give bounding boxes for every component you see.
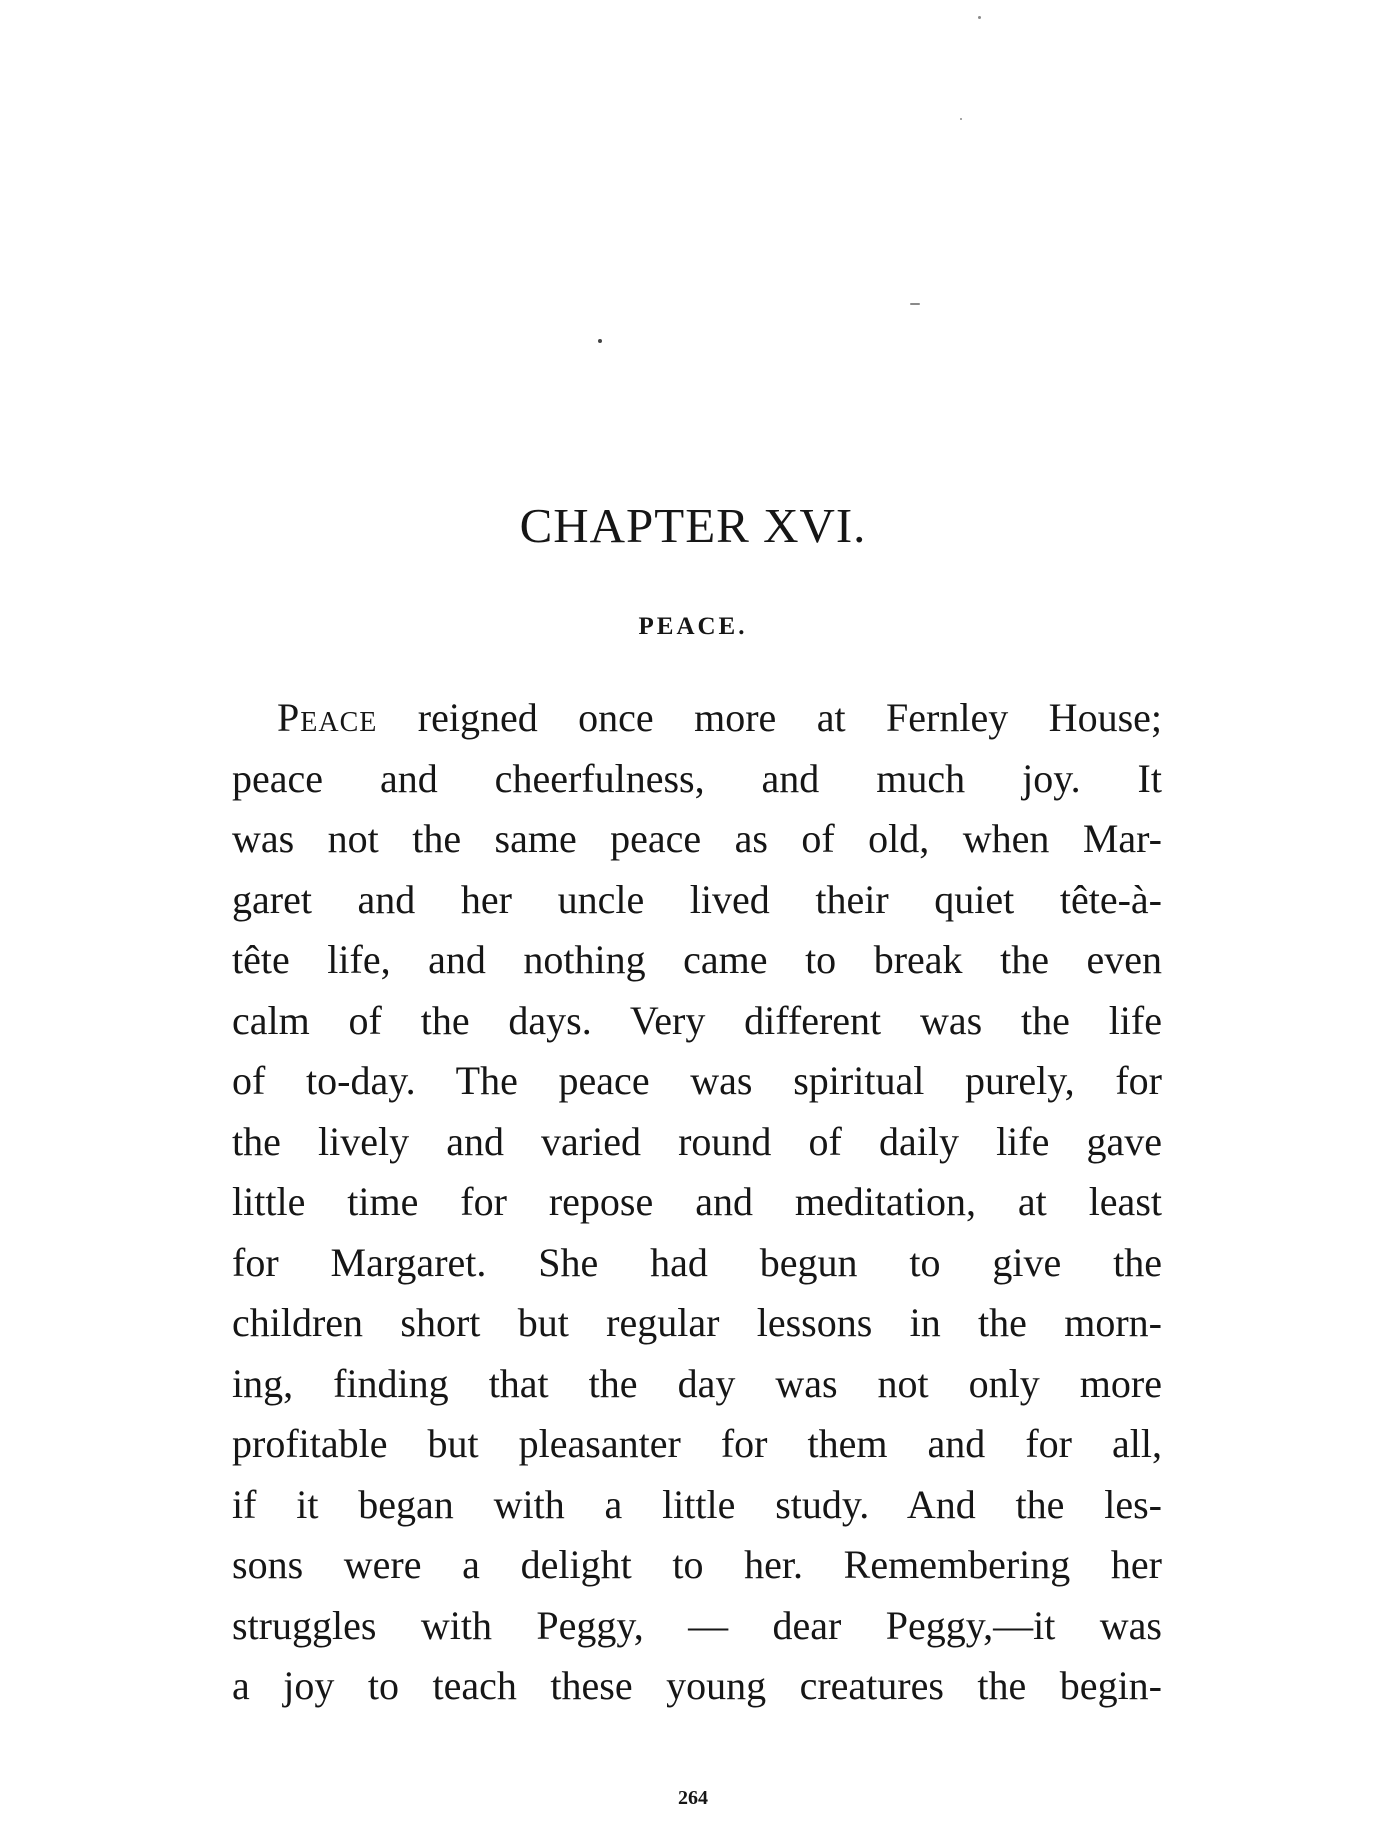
text-line: profitable but pleasanter for them and for all, bbox=[232, 1421, 1162, 1466]
text-line-rest: reigned once more at Fernley House; bbox=[377, 695, 1162, 740]
text-line: little time for repose and meditation, at least bbox=[232, 1179, 1162, 1224]
text-line: of to-day. The peace was spiritual purely, for bbox=[232, 1058, 1162, 1103]
text-line: peace and cheerfulness, and much joy. It bbox=[232, 755, 1162, 801]
scan-speck bbox=[960, 118, 962, 120]
text-line: struggles with Peggy, — dear Peggy,—it was bbox=[232, 1602, 1162, 1648]
scan-speck bbox=[910, 303, 920, 305]
text-line: children short but regular lessons in the morn- bbox=[232, 1300, 1162, 1345]
text-line: for Margaret. She had begun to give the bbox=[232, 1239, 1162, 1285]
text-line: garet and her uncle lived their quiet tête-à- bbox=[232, 876, 1162, 922]
drop-word: Peace bbox=[277, 695, 378, 740]
page-number: 264 bbox=[678, 1787, 708, 1809]
text-line: was not the same peace as of old, when Mar- bbox=[232, 816, 1162, 861]
text-line: a joy to teach these young creatures the begin- bbox=[232, 1663, 1162, 1708]
text-line: calm of the days. Very different was the life bbox=[232, 997, 1162, 1043]
text-line bbox=[232, 688, 1162, 749]
text-line: if it began with a little study. And the les- bbox=[232, 1481, 1162, 1527]
text-line: the lively and varied round of daily life gave bbox=[232, 1118, 1162, 1164]
text-line: sons were a delight to her. Remembering her bbox=[232, 1542, 1162, 1587]
text-line: ing, finding that the day was not only more bbox=[232, 1360, 1162, 1406]
chapter-subtitle: PEACE. bbox=[638, 613, 748, 640]
scan-speck bbox=[598, 339, 602, 343]
chapter-title: CHAPTER XVI. bbox=[519, 498, 867, 553]
scan-speck bbox=[978, 16, 981, 19]
body-paragraph bbox=[232, 688, 1162, 1717]
text-line: tête life, and nothing came to break the even bbox=[232, 937, 1162, 982]
